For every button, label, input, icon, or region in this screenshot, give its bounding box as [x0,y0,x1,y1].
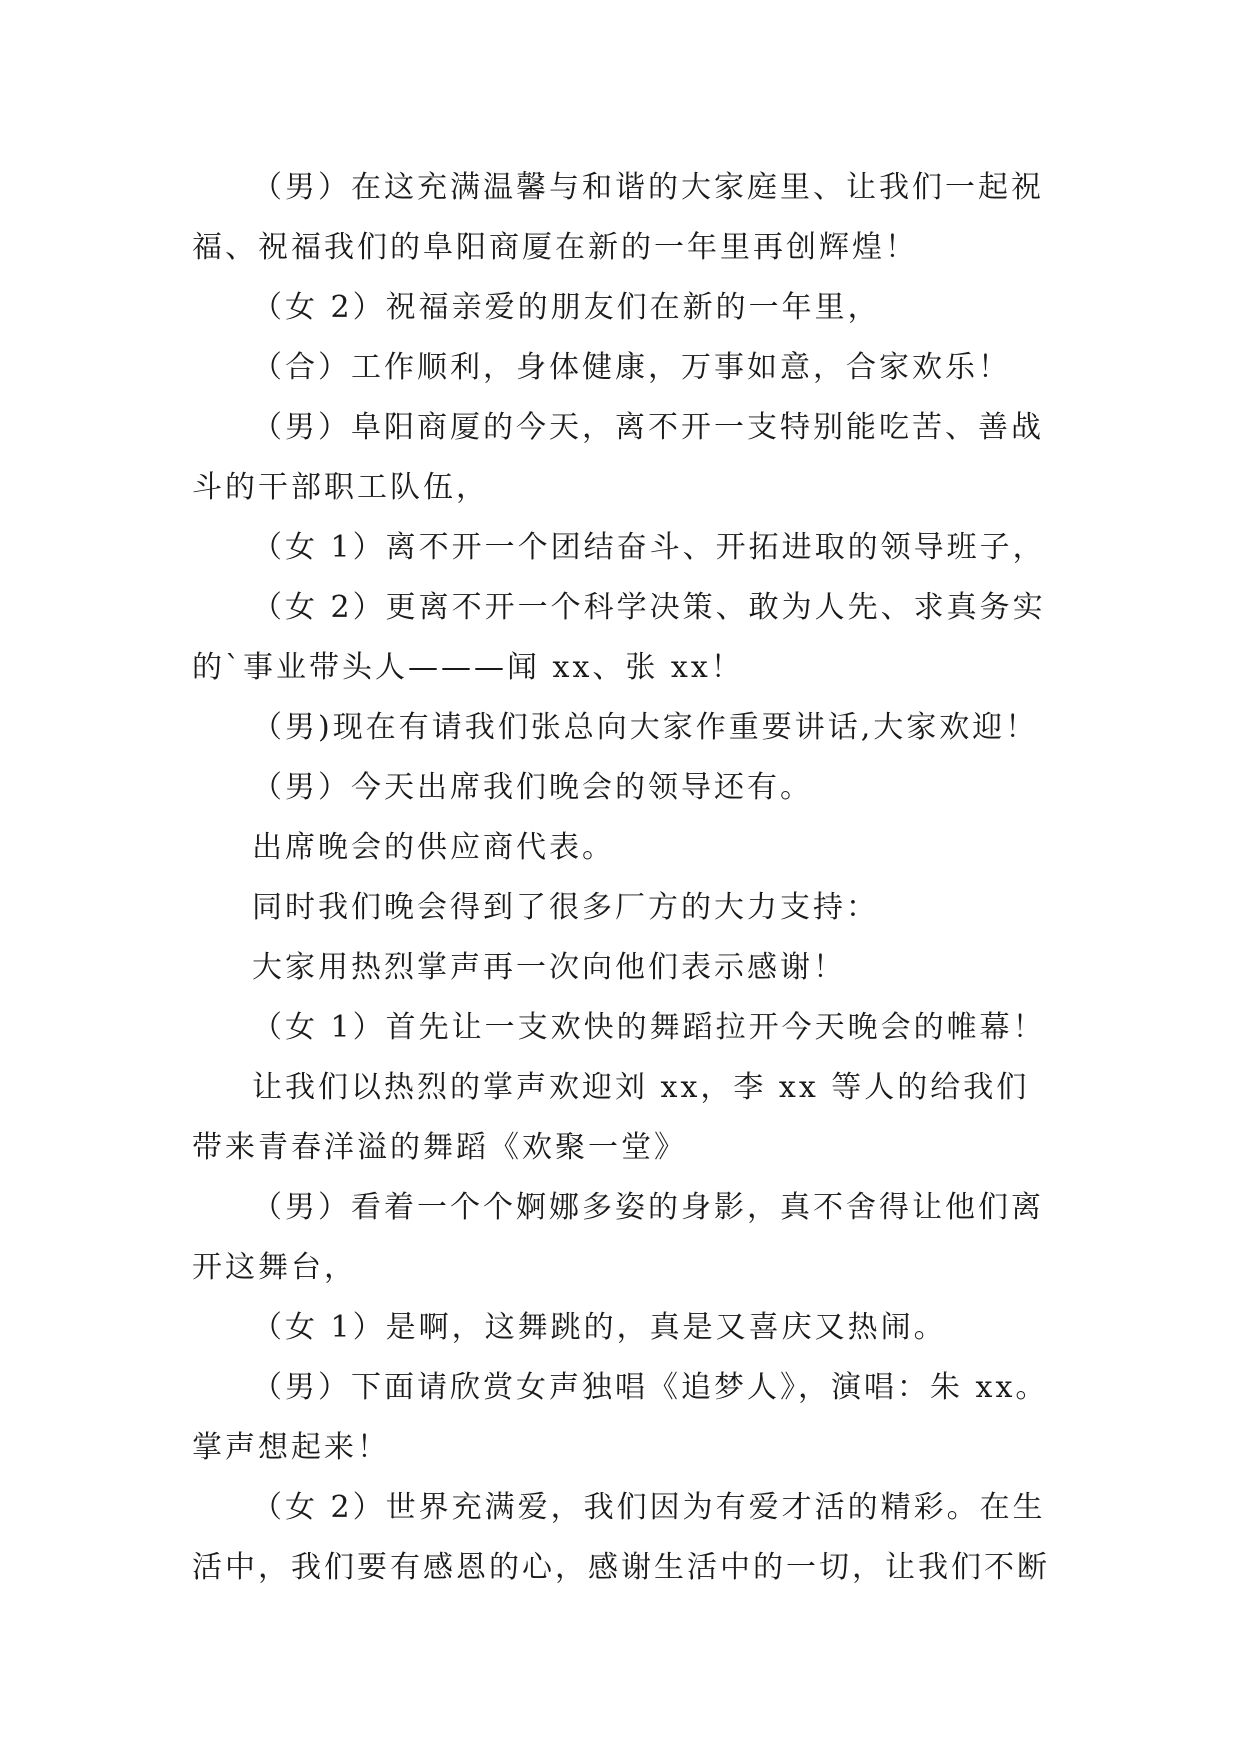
paragraph: （男）看着一个个婀娜多姿的身影，真不舍得让他们离开这舞台， [192,1190,1044,1285]
paragraph: （女 1）离不开一个团结奋斗、开拓进取的领导班子， [252,530,1046,565]
paragraph: （男）下面请欣赏女声独唱《追梦人》，演唱：朱 xx。掌声想起来！ [192,1370,1049,1465]
paragraph: （女 2）更离不开一个科学决策、敢为人先、求真务实的`事业带头人———闻 xx、张 xx！ [192,590,1046,685]
paragraph: （女 2）世界充满爱，我们因为有爱才活的精彩。在生活中，我们要有感恩的心，感谢生活中的一切，让我们不断 [192,1490,1050,1585]
paragraph: （女 1）首先让一支欢快的舞蹈拉开今天晚会的帷幕！ [252,1010,1046,1045]
paragraph: （男）阜阳商厦的今天，离不开一支特别能吃苦、善战斗的干部职工队伍， [192,410,1044,505]
document-body [192,158,1052,1598]
paragraph: 出席晚会的供应商代表。 [252,830,615,865]
paragraph: 大家用热烈掌声再一次向他们表示感谢！ [252,950,846,985]
paragraph: （男）在这充满温馨与和谐的大家庭里、让我们一起祝福、祝福我们的阜阳商厦在新的一年里再创辉煌！ [192,170,1044,265]
paragraph: （男)现在有请我们张总向大家作重要讲话,大家欢迎！ [252,710,1039,745]
paragraph: （合）工作顺利，身体健康，万事如意，合家欢乐！ [252,350,1011,385]
paragraph: （男）今天出席我们晚会的领导还有。 [252,770,813,805]
paragraph: 同时我们晚会得到了很多厂方的大力支持： [252,890,879,925]
paragraph: 让我们以热烈的掌声欢迎刘 xx，李 xx 等人的给我们带来青春洋溢的舞蹈《欢聚一堂》 [192,1070,1030,1165]
paragraph: （女 2）祝福亲爱的朋友们在新的一年里， [252,290,881,325]
paragraph: （女 1）是啊，这舞跳的，真是又喜庆又热闹。 [252,1310,947,1345]
